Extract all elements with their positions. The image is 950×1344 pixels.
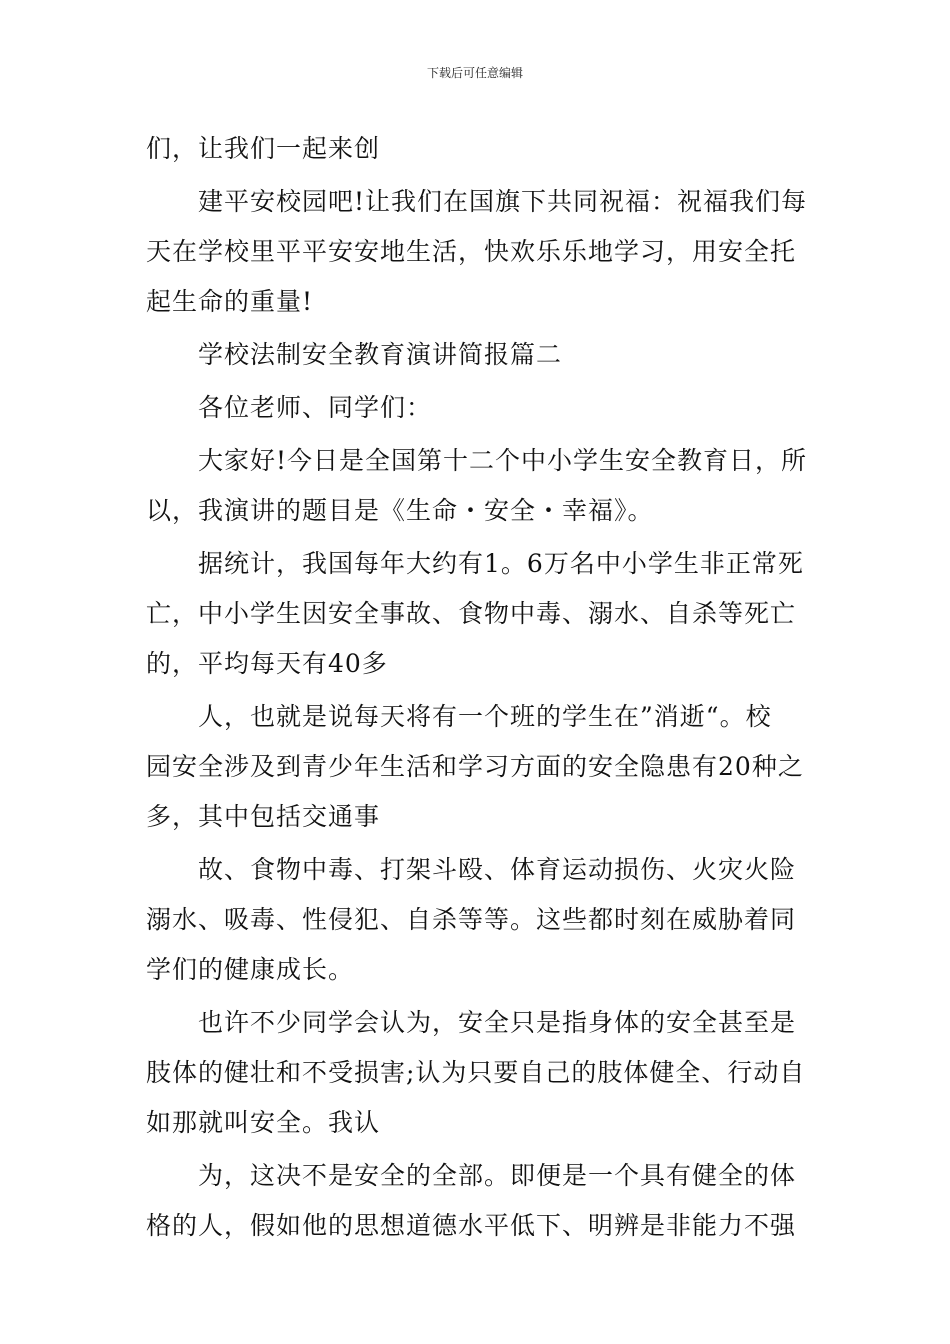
text-line: 们，让我们一起来创 bbox=[146, 134, 381, 163]
text-line: 建平安校园吧!让我们在国旗下共同祝福：祝福我们每 bbox=[198, 187, 808, 216]
text-line: 天在学校里平平安安地生活，快欢乐乐地学习，用安全托 bbox=[146, 237, 797, 266]
text-line: 故、食物中毒、打架斗殴、体育运动损伤、火灾火险 bbox=[198, 855, 797, 884]
text-line: 大家好!今日是全国第十二个中小学生安全教育日，所 bbox=[198, 446, 808, 475]
text-line: 学校法制安全教育演讲简报篇二 bbox=[198, 340, 563, 369]
text-line: 各位老师、同学们： bbox=[198, 393, 433, 422]
text-line: 肢体的健壮和不受损害;认为只要自己的肢体健全、行动自 bbox=[146, 1058, 806, 1087]
text-line: 也许不少同学会认为，安全只是指身体的安全甚至是 bbox=[198, 1008, 797, 1037]
text-line: 亡，中小学生因安全事故、食物中毒、溺水、自杀等死亡 bbox=[146, 599, 797, 628]
text-line: 园安全涉及到青少年生活和学习方面的安全隐患有20种之 bbox=[146, 752, 804, 781]
salutation bbox=[146, 383, 811, 433]
text-line: 格的人，假如他的思想道德水平低下、明辨是非能力不强 bbox=[146, 1211, 797, 1240]
text-line: 多，其中包括交通事 bbox=[146, 802, 381, 831]
paragraph bbox=[146, 692, 811, 842]
text-line: 以，我演讲的题目是《生命・安全・幸福》。 bbox=[146, 496, 654, 525]
paragraph bbox=[146, 1151, 811, 1251]
section-title bbox=[146, 330, 811, 380]
text-line: 据统计，我国每年大约有1。6万名中小学生非正常死 bbox=[198, 549, 804, 578]
paragraph bbox=[146, 124, 811, 174]
paragraph bbox=[146, 177, 811, 327]
page-header: 下载后可任意编辑 bbox=[426, 66, 523, 80]
text-line: 起生命的重量! bbox=[146, 287, 314, 316]
text-line: 的，平均每天有40多 bbox=[146, 649, 388, 678]
text-line: 溺水、吸毒、性侵犯、自杀等等。这些都时刻在威胁着同 bbox=[146, 905, 797, 934]
paragraph bbox=[146, 998, 811, 1148]
paragraph bbox=[146, 539, 811, 689]
paragraph bbox=[146, 436, 811, 536]
paragraph bbox=[146, 845, 811, 995]
text-line: 人，也就是说每天将有一个班的学生在”消逝“。校 bbox=[198, 702, 772, 731]
text-line: 如那就叫安全。我认 bbox=[146, 1108, 381, 1137]
document-body bbox=[146, 124, 811, 1254]
text-line: 学们的健康成长。 bbox=[146, 955, 355, 984]
text-line: 为，这决不是安全的全部。即便是一个具有健全的体 bbox=[198, 1161, 797, 1190]
